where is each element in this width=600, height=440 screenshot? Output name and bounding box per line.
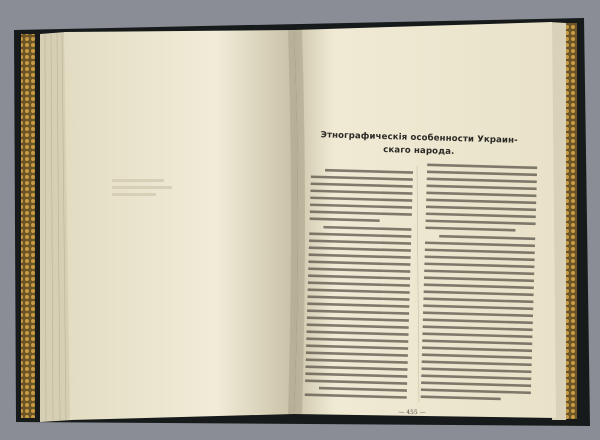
chapter-title: Этнографическія особенности Украин- скаго народа. (320, 130, 518, 157)
left-gilt-border (21, 34, 35, 418)
left-page (64, 30, 298, 420)
page-number: — 455 — (398, 408, 426, 417)
